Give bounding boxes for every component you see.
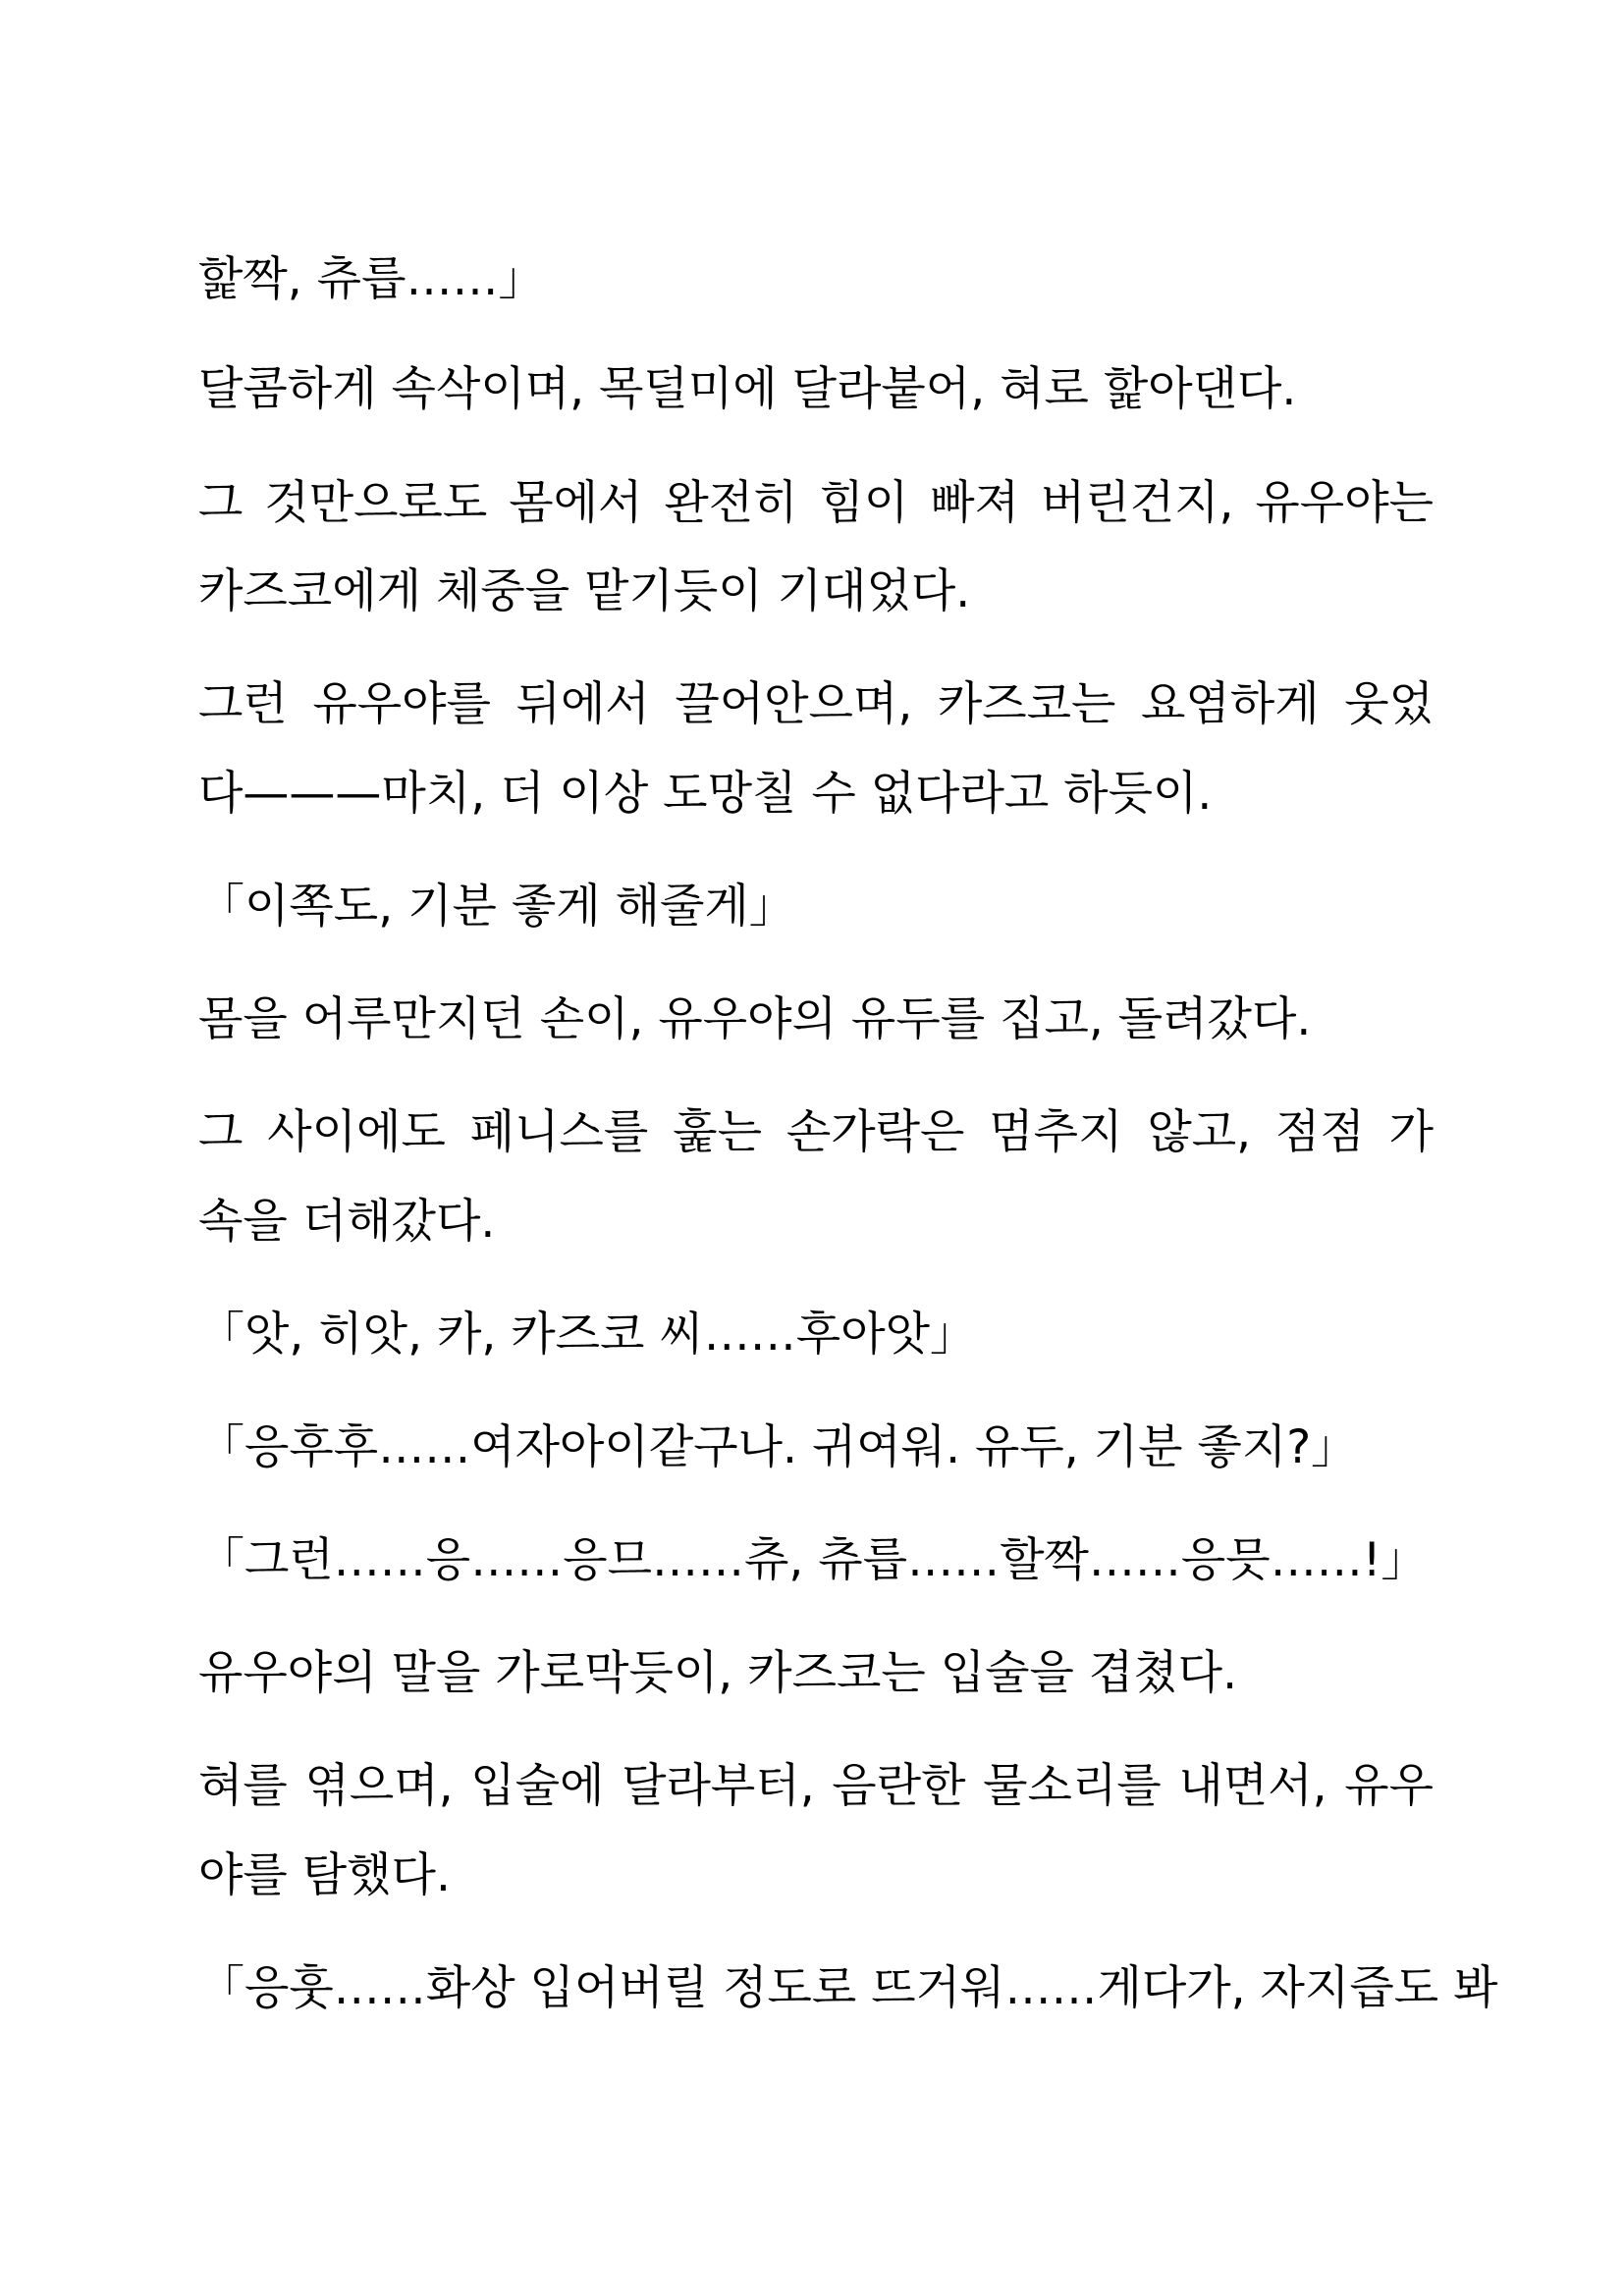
text-line: 달콤하게 속삭이며, 목덜미에 달라붙어, 혀로 핥아댄다.: [198, 362, 1297, 416]
text-line: 그 것만으로도 몸에서 완전히 힘이 빠져 버린건지, 유우야는: [198, 476, 1434, 530]
text-line: 핥짝, 츄릅……」: [198, 252, 545, 306]
text-line: 그 사이에도 페니스를 훑는 손가락은 멈추지 않고, 점점 가: [198, 1105, 1434, 1159]
text-line: 다———마치, 더 이상 도망칠 수 없다라고 하듯이.: [198, 767, 1213, 821]
text-line: 혀를 엮으며, 입술에 달라부터, 음란한 물소리를 내면서, 유우: [198, 1759, 1434, 1813]
text-line: 몸을 어루만지던 손이, 유우야의 유두를 집고, 돌려갔다.: [198, 992, 1312, 1046]
text-line: 카즈코에게 체중을 맡기듯이 기대었다.: [198, 564, 971, 618]
text-line: 「응후후……여자아이같구나. 귀여워. 유두, 기분 좋지?」: [198, 1420, 1358, 1474]
text-line: 「응훗……화상 입어버릴 정도로 뜨거워……게다가, 자지즙도 봐: [198, 1961, 1498, 2015]
text-line: 그런 유우야를 뒤에서 끌어안으며, 카즈코는 요염하게 웃었: [198, 677, 1434, 731]
text-line: 「앗, 히앗, 카, 카즈코 씨……후아앗」: [198, 1308, 977, 1362]
text-line: 「그런……응……응므……츄, 츄릅……할짝……응믓……!」: [198, 1533, 1428, 1587]
text-line: 「이쪽도, 기분 좋게 해줄게」: [198, 880, 795, 934]
text-line: 속을 더해갔다.: [198, 1195, 496, 1249]
text-line: 야를 탐했다.: [198, 1848, 451, 1902]
text-line: 유우야의 말을 가로막듯이, 카즈코는 입술을 겹쳤다.: [198, 1646, 1238, 1700]
